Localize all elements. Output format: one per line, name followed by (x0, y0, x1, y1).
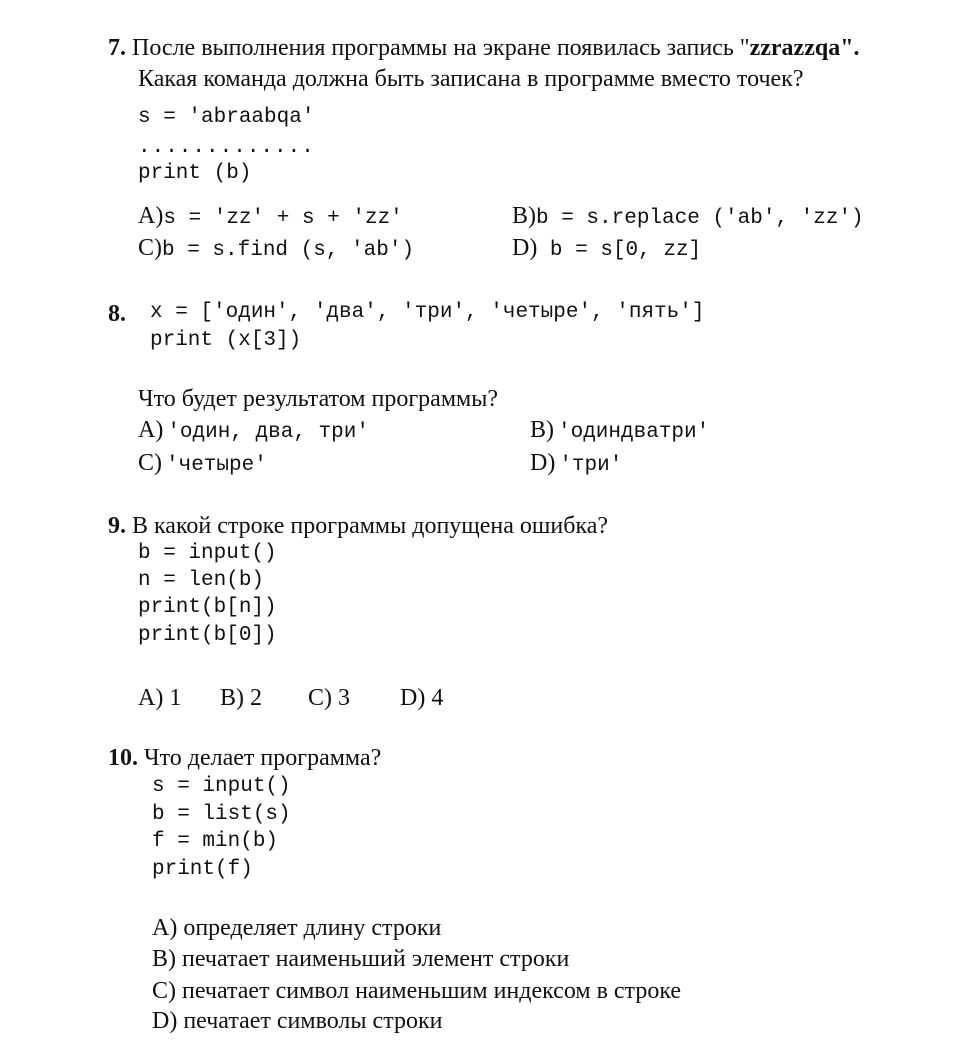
q9-line (108, 511, 608, 541)
q10-number: 10. (108, 745, 138, 771)
q9-code-line-4: print(b[0]) (138, 624, 277, 647)
q10-code-line-1: s = input() (152, 775, 291, 798)
q7-option-c (138, 235, 414, 262)
q7-code-line-2: ............. (138, 136, 315, 159)
q7-option-b (512, 203, 864, 230)
q7-text-before: После выполнения программы на экране появилась запись " (132, 35, 750, 61)
q10-option-c: C) печатает символ наименьшим индексом в строке (152, 978, 682, 1004)
q10-option-b: B) печатает наименьший элемент строки (152, 946, 570, 972)
q10-option-d: D) печатает символы строки (152, 1008, 443, 1034)
q9-code-line-2: n = len(b) (138, 569, 265, 592)
q8-code-line-1: x = ['один', 'два', 'три', 'четыре', 'пять'] (150, 301, 705, 324)
q9-option-b: B) 2 (220, 685, 262, 711)
q7-text-after: ". (840, 35, 860, 61)
q8-code-line-2: print (x[3]) (150, 329, 302, 352)
q7-number: 7. (108, 35, 126, 61)
q8-option-c (138, 450, 267, 477)
q8-option-a (138, 417, 369, 444)
q9-option-a: A) 1 (138, 685, 182, 711)
q8-option-a-code: 'один, два, три' (167, 421, 369, 444)
q8-option-d-code: 'три' (559, 454, 623, 477)
q7-code-line-3: print (b) (138, 162, 252, 185)
q7-option-d (512, 235, 701, 262)
q7-option-c-label: C) (138, 235, 162, 261)
q8-number: 8. (108, 301, 126, 327)
q9-question: В какой строке программы допущена ошибка? (132, 513, 609, 539)
q8-option-b (530, 417, 709, 444)
q8-option-b-code: 'одиндватри' (558, 421, 710, 444)
q7-option-a (138, 203, 403, 230)
q10-code-line-2: b = list(s) (152, 803, 291, 826)
q9-option-c: C) 3 (308, 685, 350, 711)
q7-text-bold: zzrazzqa (749, 35, 841, 61)
q7-option-a-label: A) (138, 203, 164, 229)
q8-question: Что будет результатом программы? (138, 386, 498, 412)
q9-code-line-3: print(b[n]) (138, 596, 277, 619)
q7-option-a-code: s = 'zz' + s + 'zz' (163, 207, 403, 230)
q7-option-c-code: b = s.find (s, 'ab') (162, 239, 415, 262)
q9-option-d: D) 4 (400, 685, 444, 711)
q7-code-line-1: s = 'abraabqa' (138, 106, 315, 129)
q10-code-line-4: print(f) (152, 858, 253, 881)
q7-option-b-label: B) (512, 203, 536, 229)
q7-line1 (108, 33, 860, 63)
q9-code-line-1: b = input() (138, 542, 277, 565)
q8-option-d-label: D) (530, 450, 556, 476)
q7-option-d-code: b = s[0, zz] (537, 239, 702, 262)
q7-option-d-label: D) (512, 235, 538, 261)
q10-line (108, 743, 381, 773)
q10-code-line-3: f = min(b) (152, 830, 279, 853)
q8-option-b-label: B) (530, 417, 554, 443)
q8-option-c-label: C) (138, 450, 162, 476)
q7-line2: Какая команда должна быть записана в программе вместо точек? (138, 66, 804, 92)
q8-option-a-label: A) (138, 417, 164, 443)
q10-question: Что делает программа? (144, 745, 382, 771)
q7-option-b-code: b = s.replace ('ab', 'zz') (536, 207, 864, 230)
q8-option-c-code: 'четыре' (166, 454, 267, 477)
q8-option-d (530, 450, 622, 477)
q9-number: 9. (108, 513, 126, 539)
q10-option-a: A) определяет длину строки (152, 915, 442, 941)
